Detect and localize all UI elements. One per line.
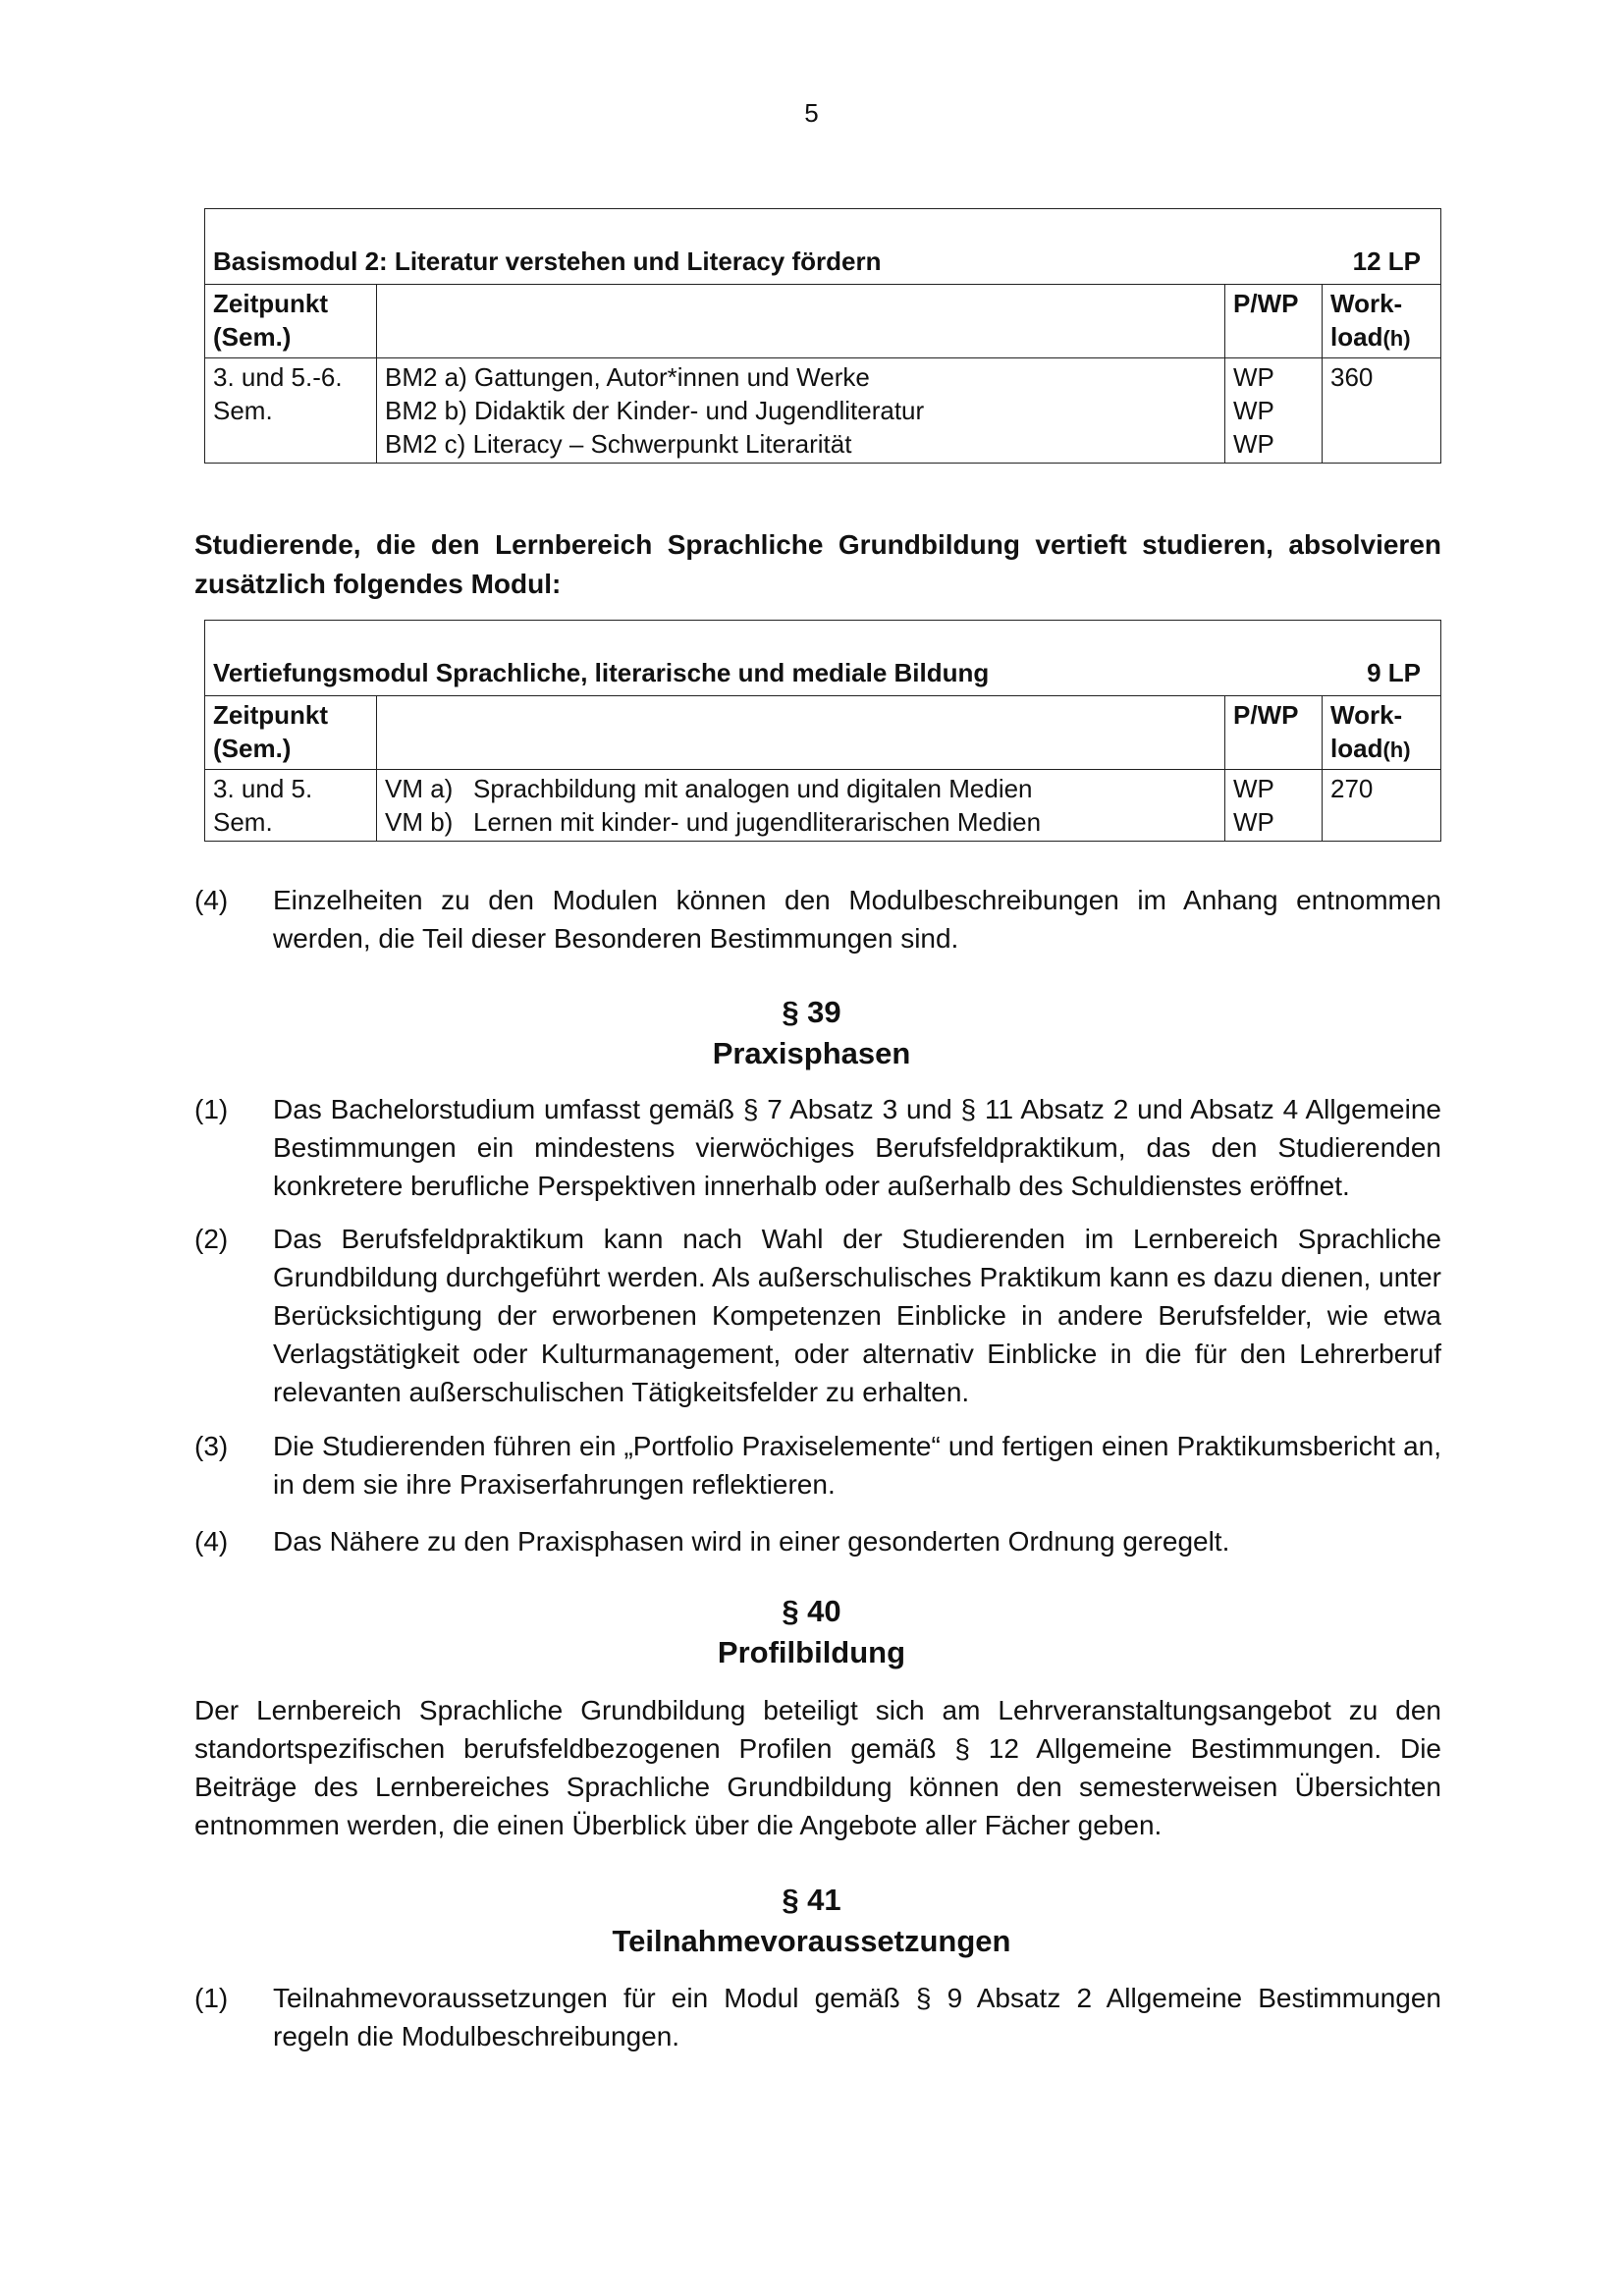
header-pwp: P/WP xyxy=(1225,285,1323,358)
section40-text: Der Lernbereich Sprachliche Grundbildung beteiligt sich am Lehrveranstaltungsangebot zu den standortspezifischen berufsfeldbezogenen Profilen gemäß § 12 Allgemeine Bestimmungen. Die Beiträge des Lernbereiches Sprachliche Grundbildung können den semesterweisen Übersichten entnommen werden, die einen Überblick über die Angebote aller Fächer geben. xyxy=(194,1695,1441,1840)
cell-workload: 270 xyxy=(1323,770,1441,842)
cell-items xyxy=(377,358,1225,464)
section-title: Teilnahmevoraussetzungen xyxy=(612,1924,1011,1958)
section-number: § 40 xyxy=(782,1594,841,1628)
section-title: Profilbildung xyxy=(717,1635,906,1669)
list-item: VM a) Sprachbildung mit analogen und digitalen Medien xyxy=(385,774,1033,803)
cell-zeitpunkt: 3. und 5.-6. Sem. xyxy=(205,358,377,464)
section39-paragraph-2: (2) Das Berufsfeldpraktikum kann nach Wahl der Studierenden im Lernbereich Sprachliche Grundbildung durchgeführt werden. Als außerschulisches Praktikum kann es dazu dienen, unter Berücksichtigung der erworbenen Kompetenzen Einblicke in andere Berufsfelder, wie etwa Verlagstätigkeit oder Kulturmanagement, oder alternativ Einblicke in die für den Lehrerberuf relevanten außerschulischen Tätigkeitsfelder zu erhalten. xyxy=(194,1224,1441,1407)
section41-paragraph-1: (1) Teilnahmevoraussetzungen für ein Modul gemäß § 9 Absatz 2 Allgemeine Bestimmungen regeln die Modulbeschreibungen. xyxy=(194,1983,1441,2051)
list-item: BM2 c) Literacy – Schwerpunkt Literarität xyxy=(385,429,852,459)
header-workload: Work- load(h) xyxy=(1323,696,1441,770)
module-lp: 12 LP xyxy=(1352,246,1421,276)
module-lp: 9 LP xyxy=(1367,658,1421,687)
header-pwp: P/WP xyxy=(1225,696,1323,770)
intro-text: Studierende, die den Lernbereich Sprachliche Grundbildung vertieft studieren, absolvieren zusätzlich folgendes Modul: xyxy=(194,529,1441,599)
module-table-basismodul-2 xyxy=(204,208,1441,464)
page-number: 5 xyxy=(804,98,819,128)
cell-items xyxy=(377,770,1225,842)
module-table-vertiefungsmodul xyxy=(204,620,1441,842)
module-title-row xyxy=(205,209,1441,285)
paragraph-4: (4) Einzelheiten zu den Modulen können den Modulbeschreibungen im Anhang entnommen werden, die Teil dieser Besonderen Bestimmungen sind. xyxy=(194,885,1441,954)
module-title: Basismodul 2: Literatur verstehen und Literacy fördern xyxy=(213,246,882,276)
module-title: Vertiefungsmodul Sprachliche, literarische und mediale Bildung xyxy=(213,658,990,687)
section-number: § 39 xyxy=(782,995,841,1029)
section39-paragraph-3: (3) Die Studierenden führen ein „Portfolio Praxiselemente“ und fertigen einen Praktikumsbericht an, in dem sie ihre Praxiserfahrungen reflektieren. xyxy=(194,1431,1441,1500)
header-workload: Work- load(h) xyxy=(1323,285,1441,358)
section39-paragraph-4: (4) Das Nähere zu den Praxisphasen wird in einer gesonderten Ordnung geregelt. xyxy=(194,1526,1230,1557)
header-zeitpunkt: Zeitpunkt (Sem.) xyxy=(205,696,377,770)
header-zeitpunkt: Zeitpunkt (Sem.) xyxy=(205,285,377,358)
header-empty xyxy=(377,696,1225,770)
cell-zeitpunkt: 3. und 5. Sem. xyxy=(205,770,377,842)
section-number: § 41 xyxy=(782,1883,841,1917)
list-item: VM b) Lernen mit kinder- und jugendliterarischen Medien xyxy=(385,807,1042,837)
section-title: Praxisphasen xyxy=(712,1036,911,1070)
cell-pwp: WP WP WP xyxy=(1225,358,1323,464)
list-item: BM2 a) Gattungen, Autor*innen und Werke xyxy=(385,362,870,392)
list-item: BM2 b) Didaktik der Kinder- und Jugendliteratur xyxy=(385,396,925,425)
module-title-row xyxy=(205,621,1441,696)
section39-paragraph-1: (1) Das Bachelorstudium umfasst gemäß § 7 Absatz 3 und § 11 Absatz 2 und Absatz 4 Allgemeine Bestimmungen ein mindestens vierwöchiges Berufsfeldpraktikum, das den Studierenden konkretere berufliche Perspektiven innerhalb oder außerhalb des Schuldienstes eröffnet. xyxy=(194,1094,1441,1201)
cell-pwp: WP WP xyxy=(1225,770,1323,842)
cell-workload: 360 xyxy=(1323,358,1441,464)
header-empty xyxy=(377,285,1225,358)
